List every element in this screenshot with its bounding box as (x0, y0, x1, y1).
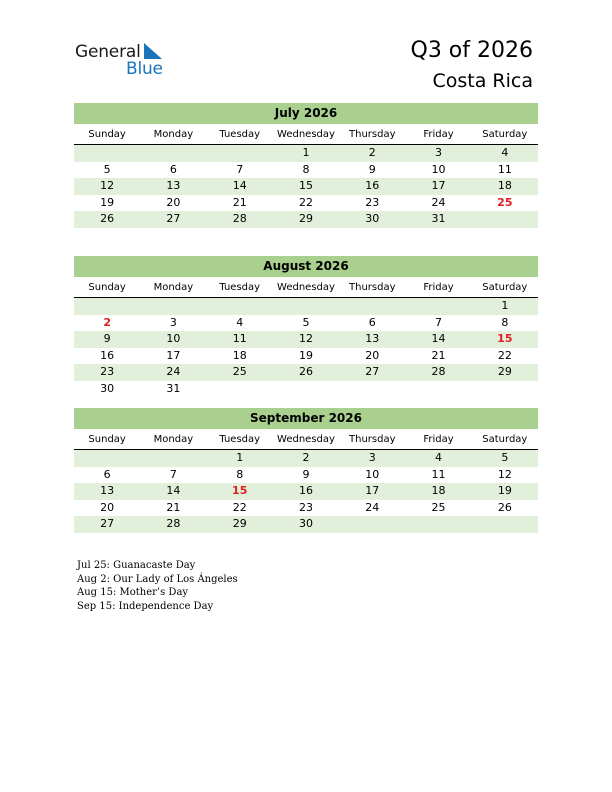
day-cell: 7 (169, 467, 177, 481)
week-row (74, 364, 538, 381)
day-cell: 11 (431, 467, 446, 481)
day-cell: 24 (166, 365, 181, 378)
weekday-label: Tuesday (219, 129, 261, 140)
day-cell: 18 (497, 179, 512, 192)
day-cell: 10 (365, 467, 380, 481)
day-cell: 1 (501, 299, 509, 312)
day-cell: 31 (431, 212, 446, 225)
day-cell: 10 (166, 332, 181, 345)
day-cell: 8 (236, 467, 244, 481)
month-calendar-july (74, 103, 538, 228)
day-cell: 21 (431, 348, 446, 362)
day-cell: 19 (497, 484, 512, 497)
day-cell (140, 298, 206, 315)
day-cell: 29 (298, 212, 313, 225)
day-cell: 23 (298, 500, 313, 514)
quarter-title: Q3 of 2026 (410, 38, 533, 63)
day-cell: 17 (431, 179, 446, 192)
day-cell: 27 (166, 212, 181, 225)
day-cell: 16 (100, 348, 115, 362)
day-cell (339, 381, 405, 398)
weekday-label: Friday (423, 434, 454, 445)
day-cell: 28 (431, 365, 446, 378)
day-cell: 6 (169, 162, 177, 176)
weekday-label: Wednesday (277, 282, 335, 293)
day-cell: 8 (501, 315, 509, 329)
day-cell: 20 (365, 348, 380, 362)
week-row (74, 195, 538, 212)
day-cell: 14 (431, 332, 446, 345)
week-row (74, 500, 538, 517)
day-cell: 20 (100, 500, 115, 514)
weekday-label: Thursday (349, 129, 396, 140)
week-row (74, 467, 538, 484)
weekday-label: Monday (153, 282, 194, 293)
week-row (74, 516, 538, 533)
week-row (74, 315, 538, 332)
month-title: July 2026 (74, 103, 538, 124)
day-cell: 31 (166, 381, 181, 395)
day-cell: 15 (497, 332, 513, 345)
weekday-label: Wednesday (277, 434, 335, 445)
day-cell: 5 (103, 162, 111, 176)
weekday-label: Saturday (482, 129, 528, 140)
day-cell (207, 381, 273, 398)
day-cell (273, 298, 339, 315)
day-cell: 3 (435, 146, 443, 159)
weekday-label: Monday (153, 434, 194, 445)
day-cell: 30 (365, 212, 380, 225)
day-cell: 30 (298, 517, 313, 530)
week-row (74, 483, 538, 500)
day-cell: 27 (100, 517, 115, 530)
holiday-note: Aug 2: Our Lady of Los Ángeles (77, 573, 238, 585)
day-cell (74, 298, 140, 315)
day-cell: 25 (431, 500, 446, 514)
weekday-label: Thursday (349, 282, 396, 293)
day-cell: 6 (103, 467, 111, 481)
day-cell: 9 (368, 162, 376, 176)
day-cell: 13 (166, 179, 181, 192)
day-cell (339, 516, 405, 533)
day-cell: 7 (236, 162, 244, 176)
day-cell (405, 516, 471, 533)
day-cell (472, 516, 538, 533)
day-cell: 2 (103, 315, 111, 329)
day-cell: 4 (236, 315, 244, 329)
day-cell: 2 (368, 146, 376, 159)
week-row (74, 178, 538, 195)
day-cell: 22 (232, 500, 247, 514)
week-row (74, 298, 538, 315)
day-cell: 19 (100, 195, 115, 209)
day-cell: 28 (232, 212, 247, 225)
day-cell: 17 (365, 484, 380, 497)
brand-word-blue: Blue (126, 59, 163, 79)
day-cell: 25 (497, 195, 513, 209)
day-cell: 10 (431, 162, 446, 176)
day-cell: 21 (232, 195, 247, 209)
day-cell (207, 298, 273, 315)
day-cell: 1 (302, 146, 310, 159)
day-cell (74, 145, 140, 162)
day-cell: 19 (298, 348, 313, 362)
day-cell: 28 (166, 517, 181, 530)
week-row (74, 381, 538, 398)
weekday-label: Saturday (482, 434, 528, 445)
weekday-label: Monday (153, 129, 194, 140)
day-cell: 15 (298, 179, 313, 192)
day-cell: 30 (100, 381, 115, 395)
weekday-header-row (74, 126, 538, 145)
day-cell: 16 (365, 179, 380, 192)
day-cell: 1 (236, 451, 244, 464)
day-cell: 16 (298, 484, 313, 497)
day-cell: 13 (365, 332, 380, 345)
day-cell: 8 (302, 162, 310, 176)
day-cell (207, 145, 273, 162)
week-row (74, 145, 538, 162)
weekday-label: Friday (423, 282, 454, 293)
week-row (74, 331, 538, 348)
day-cell: 22 (497, 348, 512, 362)
day-cell: 6 (368, 315, 376, 329)
day-cell: 12 (298, 332, 313, 345)
day-cell: 13 (100, 484, 115, 497)
day-cell (273, 381, 339, 398)
day-cell: 26 (100, 212, 115, 225)
brand-logo (75, 40, 185, 80)
day-cell: 20 (166, 195, 181, 209)
day-cell: 3 (169, 315, 177, 329)
weekday-label: Saturday (482, 282, 528, 293)
day-cell: 18 (431, 484, 446, 497)
month-title: September 2026 (74, 408, 538, 429)
month-calendar-august (74, 256, 538, 397)
day-cell: 18 (232, 348, 247, 362)
weekday-label: Tuesday (219, 282, 261, 293)
day-cell: 24 (431, 195, 446, 209)
weekday-label: Tuesday (219, 434, 261, 445)
day-cell: 27 (365, 365, 380, 378)
day-cell: 29 (497, 365, 512, 378)
day-cell: 14 (166, 484, 181, 497)
day-cell: 15 (232, 484, 248, 497)
day-cell: 14 (232, 179, 247, 192)
weekday-header-row (74, 431, 538, 450)
day-cell: 12 (100, 179, 115, 192)
week-row (74, 162, 538, 179)
day-cell (339, 298, 405, 315)
day-cell (472, 381, 538, 398)
day-cell (140, 145, 206, 162)
weekday-label: Sunday (88, 129, 126, 140)
holiday-note: Aug 15: Mother’s Day (77, 587, 189, 598)
weekday-header-row (74, 279, 538, 298)
day-cell: 4 (501, 146, 509, 159)
day-cell: 21 (166, 500, 181, 514)
weekday-label: Friday (423, 129, 454, 140)
day-cell: 12 (497, 467, 512, 481)
week-row (74, 348, 538, 365)
day-cell: 26 (497, 500, 512, 514)
day-cell: 26 (298, 365, 313, 378)
day-cell: 4 (435, 451, 443, 464)
weekday-label: Sunday (88, 282, 126, 293)
day-cell: 3 (368, 451, 376, 464)
day-cell (140, 450, 206, 467)
day-cell: 7 (435, 315, 443, 329)
month-title: August 2026 (74, 256, 538, 277)
day-cell: 22 (298, 195, 313, 209)
brand-word-general: General (75, 42, 141, 62)
day-cell: 11 (232, 332, 247, 345)
day-cell: 9 (103, 332, 111, 345)
day-cell: 24 (365, 500, 380, 514)
day-cell: 5 (501, 451, 509, 464)
week-row (74, 211, 538, 228)
holiday-note: Sep 15: Independence Day (77, 600, 214, 612)
holiday-notes (77, 559, 238, 613)
day-cell (405, 298, 471, 315)
day-cell: 11 (497, 162, 512, 176)
day-cell: 23 (100, 365, 115, 378)
day-cell: 2 (302, 451, 310, 464)
month-calendar-september (74, 408, 538, 533)
day-cell (472, 211, 538, 228)
day-cell: 23 (365, 195, 380, 209)
day-cell (74, 450, 140, 467)
day-cell: 17 (166, 348, 181, 362)
weekday-label: Wednesday (277, 129, 335, 140)
weekday-label: Thursday (349, 434, 396, 445)
week-row (74, 450, 538, 467)
country-name: Costa Rica (432, 70, 533, 92)
day-cell: 25 (232, 365, 247, 378)
day-cell: 9 (302, 467, 310, 481)
day-cell: 5 (302, 315, 310, 329)
holiday-note: Jul 25: Guanacaste Day (77, 560, 196, 571)
day-cell: 29 (232, 517, 247, 530)
day-cell (405, 381, 471, 398)
weekday-label: Sunday (88, 434, 126, 445)
